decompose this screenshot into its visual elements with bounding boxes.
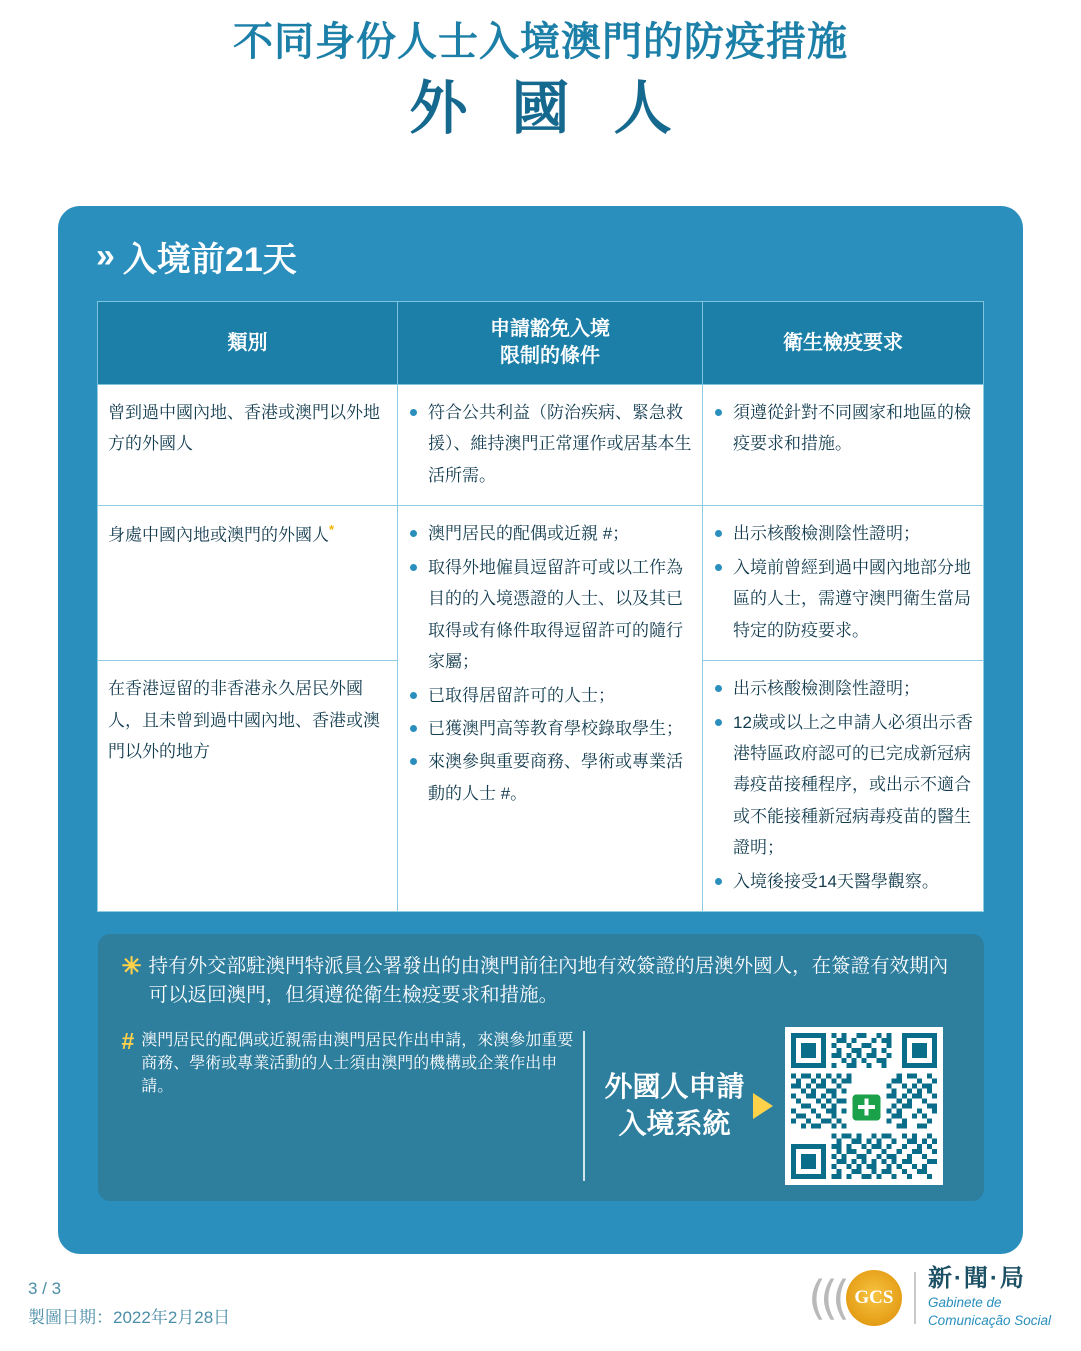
- qr-code-image: [791, 1033, 937, 1179]
- asterisk-icon: ✳: [121, 953, 142, 981]
- logo-name-cn: 新·聞·局: [927, 1265, 1026, 1293]
- list-item: 12歲或以上之申請人必須出示香港特區政府認可的已完成新冠病毒疫苗接種程序，或出示不適合或不能接種新冠病毒疫苗的醫生證明；: [713, 707, 973, 864]
- table-row: [98, 385, 984, 506]
- gcs-logo: [808, 1266, 1051, 1329]
- footnote-asterisk-text: 持有外交部駐澳門特派員公署發出的由澳門前往內地有效簽證的居澳外國人，在簽證有效期內可以返回澳門，但須遵從衛生檢疫要求和措施。: [148, 955, 949, 1007]
- footer-date: 製圖日期：2022年2月28日: [28, 1308, 231, 1328]
- cell-category-1: 曾到過中國內地、香港或澳門以外地方的外國人: [98, 385, 398, 506]
- logo-text: [928, 1266, 1051, 1329]
- section-heading: [88, 232, 993, 281]
- footer: [28, 1275, 230, 1333]
- column-header-conditions-line1: 申請豁免入境: [490, 318, 610, 340]
- column-header-conditions-line2: 限制的條件: [500, 345, 600, 367]
- vertical-divider: [583, 1031, 585, 1181]
- cell-health-3: [703, 661, 984, 912]
- cell-conditions-1: [398, 385, 703, 506]
- cell-conditions-2: [398, 506, 703, 912]
- column-header-category: 類別: [98, 302, 398, 385]
- logo-divider: [914, 1272, 916, 1324]
- qr-label-line1: 外國人申請: [604, 1071, 745, 1103]
- list-item: 須遵從針對不同國家和地區的檢疫要求和措施。: [713, 397, 973, 460]
- page-subtitle: 外 國 人: [409, 76, 686, 141]
- cell-category-2: [98, 506, 398, 661]
- list-item: 取得外地僱員逗留許可或以工作為目的的入境憑證的人士、以及其已取得或有條件取得逗留許可的隨行家屬；: [408, 552, 692, 678]
- qr-label: [605, 1069, 745, 1142]
- section-heading-label: 入境前21天: [122, 241, 297, 279]
- cell-health-2: [703, 506, 984, 661]
- logo-mark: GCS: [846, 1270, 902, 1326]
- qr-code[interactable]: [785, 1027, 943, 1185]
- cell-health-1: [703, 385, 984, 506]
- double-chevron-icon: »: [96, 237, 109, 275]
- footnote-hash-text: 澳門居民的配偶或近親需由澳門居民作出申請，來澳參加重要商務、學術或專業活動的人士須由澳門的機構或企業作出申請。: [141, 1031, 574, 1095]
- list-item: 符合公共利益（防治疾病、緊急救援）、維持澳門正常運作或居基本生活所需。: [408, 397, 692, 491]
- page-number: 3 / 3: [28, 1279, 62, 1299]
- cell-category-2-text: 身處中國內地或澳門的外國人: [108, 525, 329, 545]
- page-header: [0, 0, 1081, 143]
- list-item: 已獲澳門高等教育學校錄取學生；: [408, 713, 692, 744]
- main-card: [58, 206, 1023, 1254]
- logo-name-pt-line2: Comunicação Social: [927, 1312, 1051, 1328]
- list-item: 來澳參與重要商務、學術或專業活動的人士 #。: [408, 746, 692, 809]
- arrow-right-icon: [753, 1093, 773, 1119]
- hash-icon: #: [121, 1027, 135, 1054]
- list-item: 已取得居留許可的人士；: [408, 680, 692, 711]
- table-header-row: [98, 302, 984, 385]
- measures-table: [97, 301, 984, 912]
- list-item: 出示核酸檢測陰性證明；: [713, 518, 973, 549]
- list-item: 入境前曾經到過中國內地部分地區的人士，需遵守澳門衛生當局特定的防疫要求。: [713, 552, 973, 646]
- footnotes-panel: [98, 934, 984, 1201]
- footnote-bottom-row: [122, 1027, 960, 1185]
- list-item: 入境後接受14天醫學觀察。: [713, 866, 973, 897]
- asterisk-marker: *: [329, 522, 335, 538]
- column-header-conditions: [398, 302, 703, 385]
- list-item: 出示核酸檢測陰性證明；: [713, 673, 973, 704]
- column-header-health: 衛生檢疫要求: [703, 302, 984, 385]
- list-item: 澳門居民的配偶或近親 #；: [408, 518, 692, 549]
- footnote-asterisk: [122, 952, 960, 1011]
- cell-category-3: 在香港逗留的非香港永久居民外國人，且未曾到過中國內地、香港或澳門以外的地方: [98, 661, 398, 912]
- qr-label-line2: 入境系統: [618, 1107, 731, 1139]
- qr-section: [605, 1027, 960, 1185]
- logo-name-pt-line1: Gabinete de: [927, 1294, 1002, 1310]
- page-title: 不同身份人士入境澳門的防疫措施: [233, 20, 848, 64]
- table-row: [98, 506, 984, 661]
- sound-waves-icon: (((: [808, 1270, 844, 1325]
- footnote-hash: [122, 1027, 577, 1096]
